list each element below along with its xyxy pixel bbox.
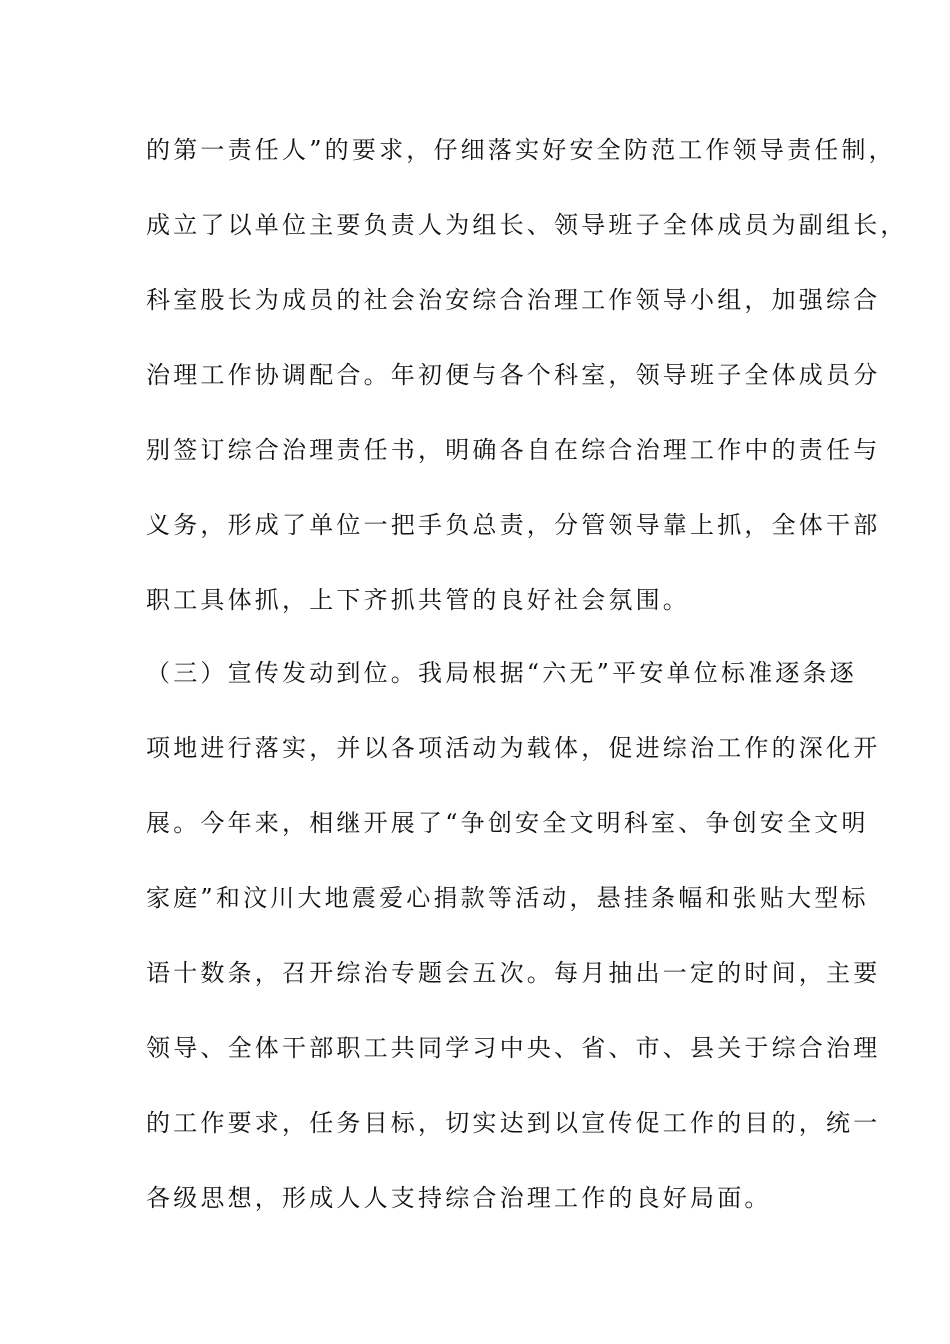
text-line: 语十数条，召开综治专题会五次。每月抽出一定的时间，主要 bbox=[146, 959, 881, 987]
text-line: 成立了以单位主要负责人为组长、领导班子全体成员为副组长， bbox=[146, 211, 908, 239]
text-line: 的第一责任人”的要求，仔细落实好安全防范工作领导责任制， bbox=[146, 136, 896, 164]
text-line: 家庭”和汶川大地震爱心捐款等活动，悬挂条幅和张贴大型标 bbox=[146, 884, 869, 912]
text-line: 展。今年来，相继开展了“争创安全文明科室、争创安全文明 bbox=[146, 809, 869, 837]
text-line: 的工作要求，任务目标，切实达到以宣传促工作的目的，统一 bbox=[146, 1109, 881, 1137]
text-line: 项地进行落实，并以各项活动为载体，促进综治工作的深化开 bbox=[146, 734, 881, 762]
text-line: 各级思想，形成人人支持综合治理工作的良好局面。 bbox=[146, 1184, 772, 1212]
text-line: 职工具体抓，上下齐抓共管的良好社会氛围。 bbox=[146, 586, 690, 614]
text-line: 义务，形成了单位一把手负总责，分管领导靠上抓，全体干部 bbox=[146, 511, 881, 539]
section-heading-line: （三）宣传发动到位。我局根据“六无”平安单位标准逐条逐 bbox=[146, 659, 857, 687]
text-line: 治理工作协调配合。年初便与各个科室，领导班子全体成员分 bbox=[146, 361, 881, 389]
text-line: 别签订综合治理责任书，明确各自在综合治理工作中的责任与 bbox=[146, 436, 881, 464]
text-line: 科室股长为成员的社会治安综合治理工作领导小组，加强综合 bbox=[146, 286, 881, 314]
text-line: 领导、全体干部职工共同学习中央、省、市、县关于综合治理 bbox=[146, 1034, 881, 1062]
